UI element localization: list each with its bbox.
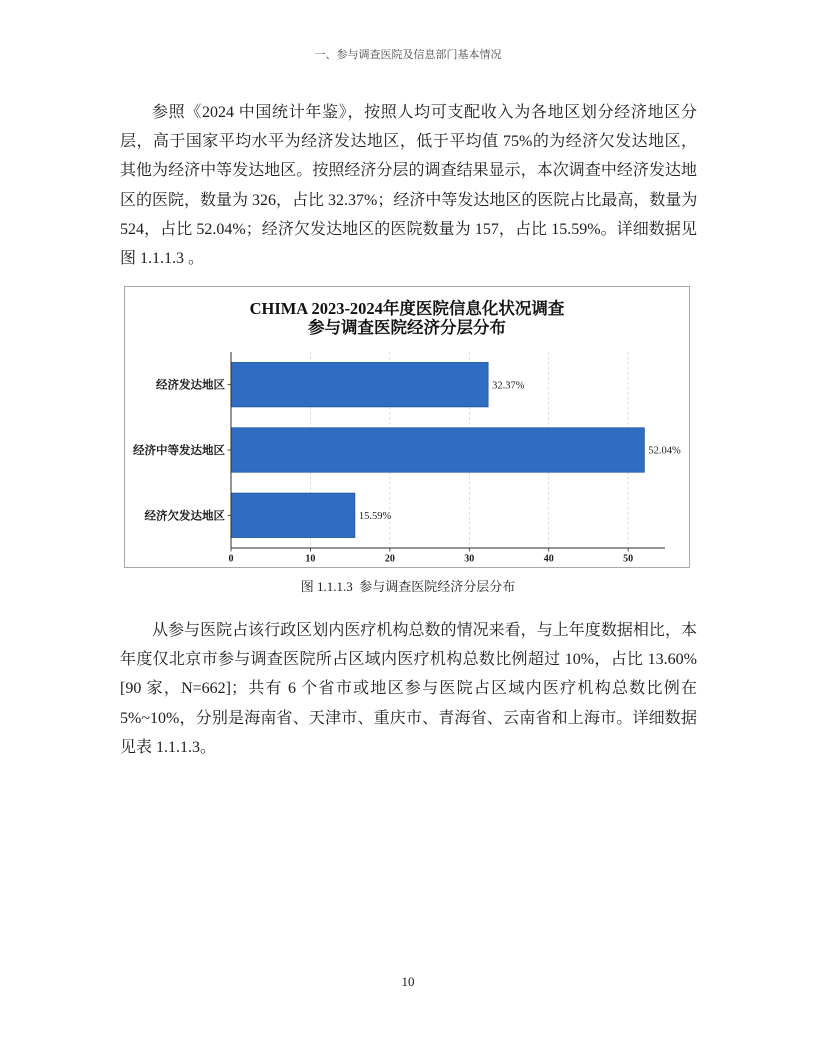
x-tick-label: 10	[305, 553, 316, 565]
running-header: 一、参与调查医院及信息部门基本情况	[314, 49, 502, 61]
paragraph-line: 524，占比 52.04%；经济欠发达地区的医院数量为 157，占比 15.59%。详细数据见	[120, 220, 697, 238]
x-tick-label: 40	[543, 553, 554, 565]
paragraph-line: 5%~10%，分别是海南省、天津市、重庆市、青海省、云南省和上海市。详细数据	[120, 709, 697, 727]
paragraph-line: 其他为经济中等发达地区。按照经济分层的调查结果显示，本次调查中经济发达地	[120, 162, 697, 180]
body-paragraph-regional-ratio	[120, 616, 697, 762]
bar-value-label: 15.59%	[358, 510, 392, 522]
chart-title	[125, 299, 689, 337]
paragraph-line: 年度仅北京市参与调查医院所占区域内医疗机构总数比例超过 10%，占比 13.60%	[120, 651, 697, 669]
x-tick-label: 50	[623, 553, 634, 565]
paragraph-line: 参照《2024 中国统计年鉴》，按照人均可支配收入为各地区划分经济地区分	[152, 104, 697, 121]
moderately-developed-region-bar	[231, 428, 644, 472]
page-number: 10	[401, 974, 415, 989]
paragraph-line: 区的医院，数量为 326，占比 32.37%；经济中等发达地区的医院占比最高，数量为	[120, 191, 698, 209]
x-tick-label: 0	[228, 553, 234, 565]
paragraph-line: 见表 1.1.1.3。	[120, 738, 217, 756]
bar-value-label: 52.04%	[648, 445, 681, 457]
developed-region-bar	[231, 362, 488, 406]
figure-caption: 图 1.1.1.3 参与调查医院经济分层分布	[300, 579, 516, 594]
x-tick-label: 20	[384, 553, 395, 565]
paragraph-line: 层，高于国家平均水平为经济发达地区，低于平均值 75%的为经济欠发达地区，	[120, 133, 697, 151]
chart-title-line: CHIMA 2023-2024年度医院信息化状况调查	[249, 299, 565, 318]
y-tick-label: 经济发达地区	[156, 379, 225, 392]
body-paragraph-economic-strata	[120, 98, 697, 273]
bar-value-label: 32.37%	[492, 380, 525, 392]
y-tick-label: 经济中等发达地区	[133, 445, 225, 457]
figure-chart-frame	[124, 286, 690, 568]
x-tick-label: 30	[464, 553, 475, 565]
chart-subtitle-line: 参与调查医院经济分层分布	[308, 318, 506, 337]
paragraph-line: [90 家，N=662]；共有 6 个省市或地区参与医院占区域内医疗机构总数比例在	[120, 680, 697, 698]
y-tick-label: 经济欠发达地区	[144, 510, 225, 523]
paragraph-line: 图 1.1.1.3 。	[120, 249, 205, 267]
underdeveloped-region-bar	[231, 493, 355, 537]
paragraph-line: 从参与医院占该行政区划内医疗机构总数的情况来看，与上年度数据相比，本	[152, 622, 697, 639]
